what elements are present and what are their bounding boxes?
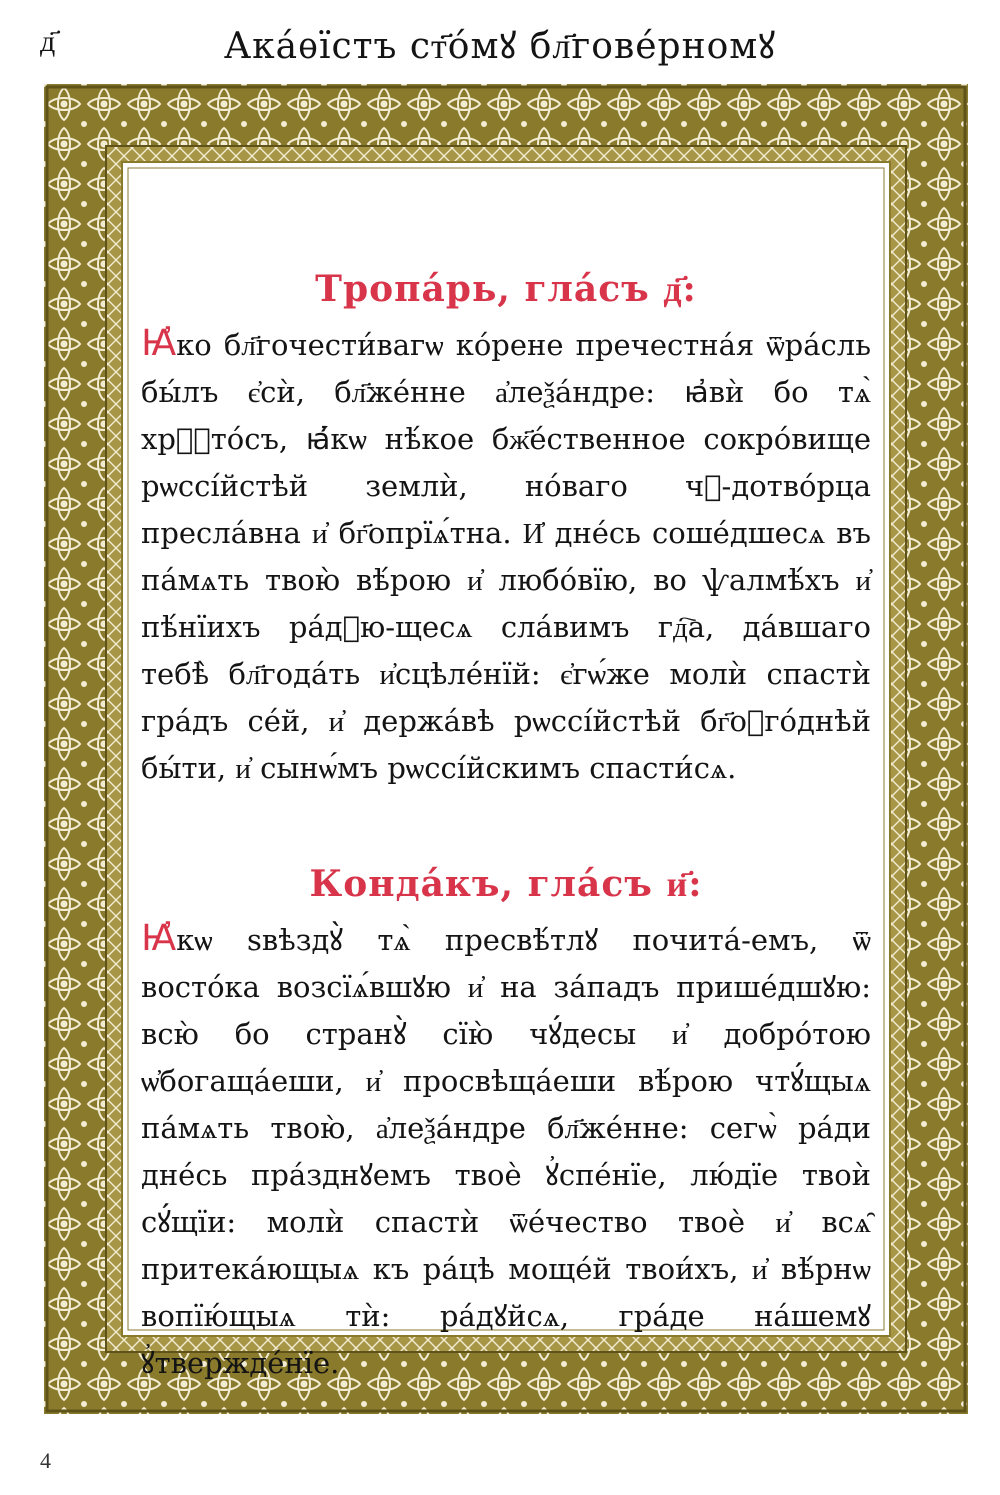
kontakion-body: кѡ ѕвѣздꙋ̀ тѧ̀ пресвѣ́тлꙋ почита́-емъ, ѿ восто́ка возсїѧ́вшꙋю и҆ на за́падъ прише́дшꙋю: всю̀ бо странꙋ̀ сїю̀ чꙋ́десы и҆ добро́тою ѡ҆богаща́еши, и҆ просвѣща́еши вѣ́рою чтꙋ́щыѧ па́мѧть твою̀, а҆леѯа́ндре бл҃же́нне: сегѡ̀ ра́ди дне́сь пра́зднꙋемъ твоѐ ꙋ҆спе́нїе, лю́дїе твоѝ сꙋ́щїи: молѝ спастѝ ѿе́чество твоѐ и҆ всѧ̑ притека́ющыѧ къ ра́цѣ моще́й твои́хъ, и҆ вѣ́рнѡ вопїю́щыѧ тѝ: ра́дꙋйсѧ, гра́де на́шемꙋ ꙋ҆твержде́нїе. <box>141 923 871 1380</box>
running-head <box>0 18 1000 68</box>
troparion-heading: Тропа́рь, гла́съ д҃: <box>315 268 697 310</box>
troparion-text <box>131 320 881 792</box>
troparion-initial: Ꙗ҆ <box>141 323 177 364</box>
folio-letter: д҃ <box>40 24 56 59</box>
kontakion-text <box>131 915 881 1387</box>
troparion-section <box>131 268 881 792</box>
kontakion-heading: Конда́къ, гла́съ и҃: <box>309 863 703 905</box>
running-title: Ака́ѳїстъ ст҃о́мꙋ бл҃гове́рномꙋ <box>223 26 777 67</box>
kontakion-section <box>131 863 881 1387</box>
page-number: 4 <box>40 1448 51 1473</box>
kontakion-initial: Ꙗ҆ <box>141 918 177 959</box>
troparion-body: ко бл҃гочести́вагѡ ко́рене пречестна́я ѿра́сль бы́лъ є҆сѝ, бл҃же́нне а҆леѯа́ндре: ꙗ҆вѝ бо тѧ̀ хрⷭ҇то́съ, ꙗ҆́кѡ нѣ́кое бж҃е́ственное сокро́вище рѡссі́йстѣй землѝ, но́ваго чꙋ-дотво́рца пресла́вна и҆ бг҃опрїѧ́тна. И҆ дне́сь соше́дшесѧ въ па́мѧть твою̀ вѣ́рою и҆ любо́вїю, во ѱалмѣ́хъ и҆ пѣ́нїихъ ра́дꙋю-щесѧ сла́вимъ гд҇а, да́вшаго тебѣ̀ бл҃года́ть и҆сцѣле́нїй: є҆гѡ́же молѝ спастѝ гра́дъ се́й, и҆ держа́вѣ рѡссі́йстѣй бг҃оꙋго́днѣй бы́ти, и҆ сынѡ́мъ рѡссі́йскимъ спасти́сѧ. <box>141 328 871 785</box>
text-panel <box>131 173 881 1380</box>
ornamental-frame <box>44 84 968 1414</box>
